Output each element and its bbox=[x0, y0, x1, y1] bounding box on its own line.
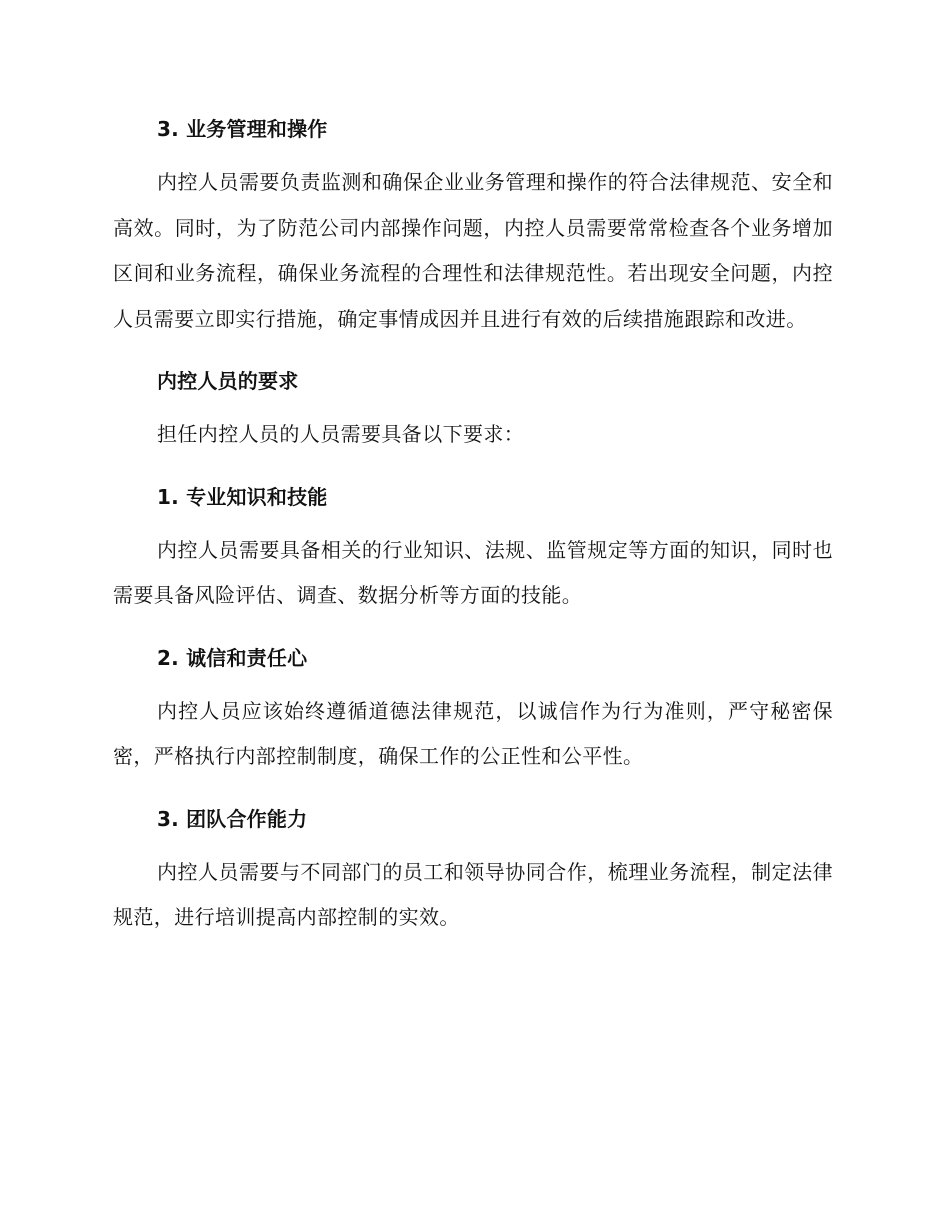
paragraph-knowledge-skills: 内控人员需要具备相关的行业知识、法规、监管规定等方面的知识，同时也需要具备风险评估、调查、数据分析等方面的技能。 bbox=[113, 537, 833, 607]
section-heading-teamwork: 3. 团队合作能力 bbox=[157, 806, 308, 831]
section-heading-business-management: 3. 业务管理和操作 bbox=[157, 117, 328, 141]
paragraph-teamwork: 内控人员需要与不同部门的员工和领导协同合作，梳理业务流程，制定法律规范，进行培训提高内部控制的实效。 bbox=[113, 859, 833, 929]
paragraph-business-management: 内控人员需要负责监测和确保企业业务管理和操作的符合法律规范、安全和高效。同时，为了防范公司内部操作问题，内控人员需要常常检查各个业务增加区间和业务流程，确保业务流程的合理性和法律规范性。若出现安全问题，内控人员需要立即实行措施，确定事情成因并且进行有效的后续措施跟踪和改进。 bbox=[113, 170, 833, 331]
section-heading-requirements: 内控人员的要求 bbox=[157, 369, 299, 393]
section-heading-knowledge-skills: 1. 专业知识和技能 bbox=[157, 484, 328, 509]
paragraph-requirements-intro: 担任内控人员的人员需要具备以下要求： bbox=[157, 422, 525, 446]
paragraph-integrity: 内控人员应该始终遵循道德法律规范，以诚信作为行为准则，严守秘密保密，严格执行内部控制制度，确保工作的公正性和公平性。 bbox=[113, 698, 833, 768]
document-body bbox=[113, 112, 833, 941]
section-heading-integrity: 2. 诚信和责任心 bbox=[157, 645, 308, 670]
